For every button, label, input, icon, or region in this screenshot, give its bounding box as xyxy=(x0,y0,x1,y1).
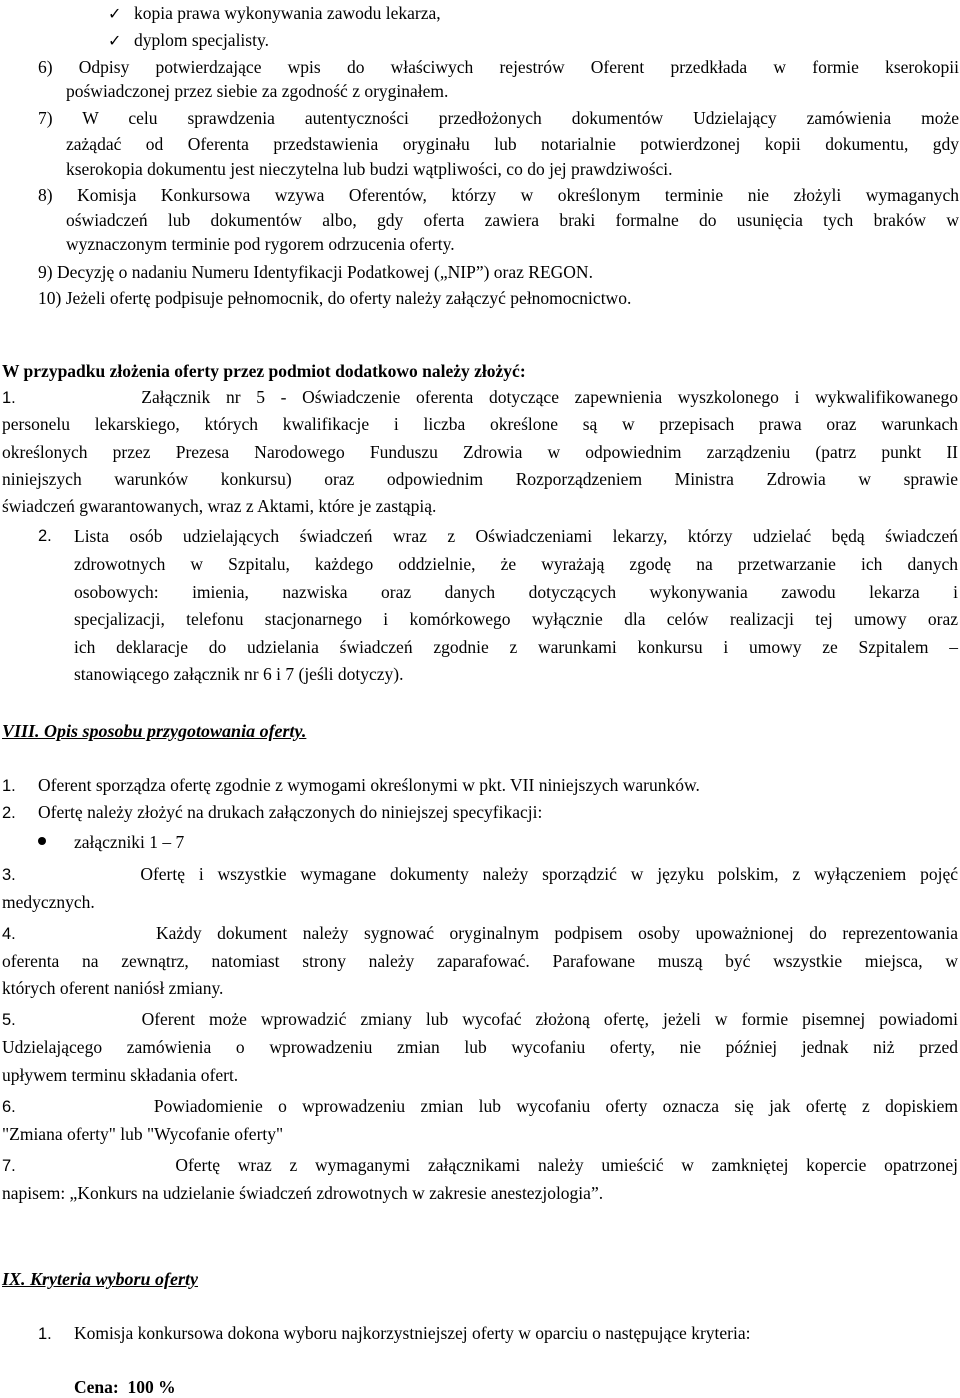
paragraph-line: upływem terminu składania ofert. xyxy=(2,1065,239,1085)
paragraph-line: ich deklaracje do udzielania świadczeń zgodnie z warunkami konkursu i umowy ze Szpitalem – xyxy=(74,637,958,657)
list-item: 5. Oferent może wprowadzić zmiany lub wycofać złożoną ofertę, jeżeli w formie pisemnej powiadomi xyxy=(2,1009,958,1029)
list-item: 7. Ofertę wraz z wymaganymi załącznikami należy umieścić w zamkniętej kopercie opatrzonej xyxy=(2,1155,958,1175)
paragraph-line: stanowiącego załącznik nr 6 i 7 (jeśli dotyczy). xyxy=(74,664,404,684)
list-number: 2. xyxy=(38,527,52,545)
item-8-line: oświadczeń lub dokumentów albo, gdy oferta zawiera braki formalne do usunięcia tych braków w xyxy=(66,210,959,230)
item-6-line: 6) Odpisy potwierdzające wpis do właściwych rejestrów Oferent przedkłada w formie kserokopii xyxy=(38,57,959,77)
checklist-item: ✓ dyplom specjalisty. xyxy=(108,30,269,50)
checklist-item: ✓ kopia prawa wykonywania zawodu lekarza, xyxy=(108,3,441,23)
paragraph-line: których oferent naniósł zmiany. xyxy=(2,978,224,998)
list-item: 4. Każdy dokument należy sygnować oryginalnym podpisem osoby upoważnionej do reprezentowania xyxy=(2,923,958,943)
paragraph-line: Lista osób udzielających świadczeń wraz z Oświadczeniami lekarzy, którzy udzielać będą świadczeń xyxy=(74,526,958,546)
item-10-line: 10) Jeżeli ofertę podpisuje pełnomocnik, do oferty należy załączyć pełnomocnictwo. xyxy=(38,288,632,308)
checkmark-icon: ✓ xyxy=(108,4,122,23)
bullet-icon xyxy=(38,837,46,845)
item-8-line: 8) Komisja Konkursowa wzywa Oferentów, którzy w określonym terminie nie złożyli wymaganych xyxy=(38,185,959,205)
section-heading: VIII. Opis sposobu przygotowania oferty. xyxy=(2,721,307,741)
list-item: 6. Powiadomienie o wprowadzeniu zmian lub wycofaniu oferty oznacza się jak ofertę z dopiskiem xyxy=(2,1096,959,1116)
paragraph-line: 1. Załącznik nr 5 - Oświadczenie oferenta dotyczące zapewnienia wyszkolonego i wykwalifikowanego xyxy=(2,387,959,407)
list-item: 2. Ofertę należy złożyć na drukach załączonych do niniejszej specyfikacji: xyxy=(2,802,543,822)
list-item: 1. Komisja konkursowa dokona wyboru najkorzystniejszej oferty w oparciu o następujące kryteria: xyxy=(38,1323,751,1343)
paragraph-line: osobowych: imienia, nazwiska oraz danych dotyczących wykonywania zawodu lekarza i xyxy=(74,582,958,602)
paragraph-line: personelu lekarskiego, których kwalifikacje i liczba określone są w przepisach prawa oraz warunkach xyxy=(2,414,958,434)
paragraph-line: określonych przez Prezesa Narodowego Funduszu Zdrowia w odpowiednim zarządzeniu (patrz punkt II xyxy=(2,442,958,462)
paragraph-line: świadczeń gwarantowanych, wraz z Aktami, które je zastąpią. xyxy=(2,496,437,516)
item-7-line: kserokopia dokumentu jest nieczytelna lub budzi wątpliwości, co do jej prawdziwości. xyxy=(66,159,673,179)
paragraph-line: niniejszych warunków konkursu) oraz odpowiednim Rozporządzeniem Ministra Zdrowia w sprawie xyxy=(2,469,958,489)
item-7-line: zażądać od Oferenta przedstawienia oryginału lub notarialnie potwierdzonej kopii dokumentu, gdy xyxy=(66,134,959,154)
paragraph-line: "Zmiana oferty" lub "Wycofanie oferty" xyxy=(2,1124,284,1144)
section-title: W przypadku złożenia oferty przez podmiot dodatkowo należy złożyć: xyxy=(2,361,526,381)
list-item: 1. Oferent sporządza ofertę zgodnie z wymogami określonymi w pkt. VII niniejszych warunków. xyxy=(2,775,700,795)
paragraph-line: oferenta na zewnątrz, natomiast strony należy zaparafować. Parafowane muszą być wszystkie miejsca, w xyxy=(2,951,958,971)
checkmark-icon: ✓ xyxy=(108,31,122,50)
paragraph-line: napisem: „Konkurs na udzielanie świadczeń zdrowotnych w zakresie anestezjologia”. xyxy=(2,1183,604,1203)
section-heading: IX. Kryteria wyboru oferty xyxy=(2,1269,198,1289)
paragraph-line: specjalizacji, telefonu stacjonarnego i komórkowego wyłącznie dla celów realizacji tej umowy oraz xyxy=(74,609,958,629)
list-item: 3. Ofertę i wszystkie wymagane dokumenty należy sporządzić w języku polskim, z wyłączeniem pojęć xyxy=(2,864,958,884)
paragraph-line: zdrowotnych w Szpitalu, każdego oddzielnie, że wyrażają zgodę na przetwarzanie ich danych xyxy=(74,554,958,574)
item-7-line: 7) W celu sprawdzenia autentyczności przedłożonych dokumentów Udzielający zamówienia może xyxy=(38,108,959,128)
criteria-price: Cena: 100 % xyxy=(74,1377,176,1397)
paragraph-line: Udzielającego zamówienia o wprowadzeniu zmian lub wycofaniu oferty, nie później jednak niż przed xyxy=(2,1037,958,1057)
item-8-line: wyznaczonym terminie pod rygorem odrzucenia oferty. xyxy=(66,234,455,254)
paragraph-line: medycznych. xyxy=(2,892,95,912)
list-item: załączniki 1 – 7 xyxy=(74,832,185,852)
item-6-line: poświadczonej przez siebie za zgodność z oryginałem. xyxy=(66,81,449,101)
item-9-line: 9) Decyzję o nadaniu Numeru Identyfikacji Podatkowej („NIP”) oraz REGON. xyxy=(38,262,593,282)
